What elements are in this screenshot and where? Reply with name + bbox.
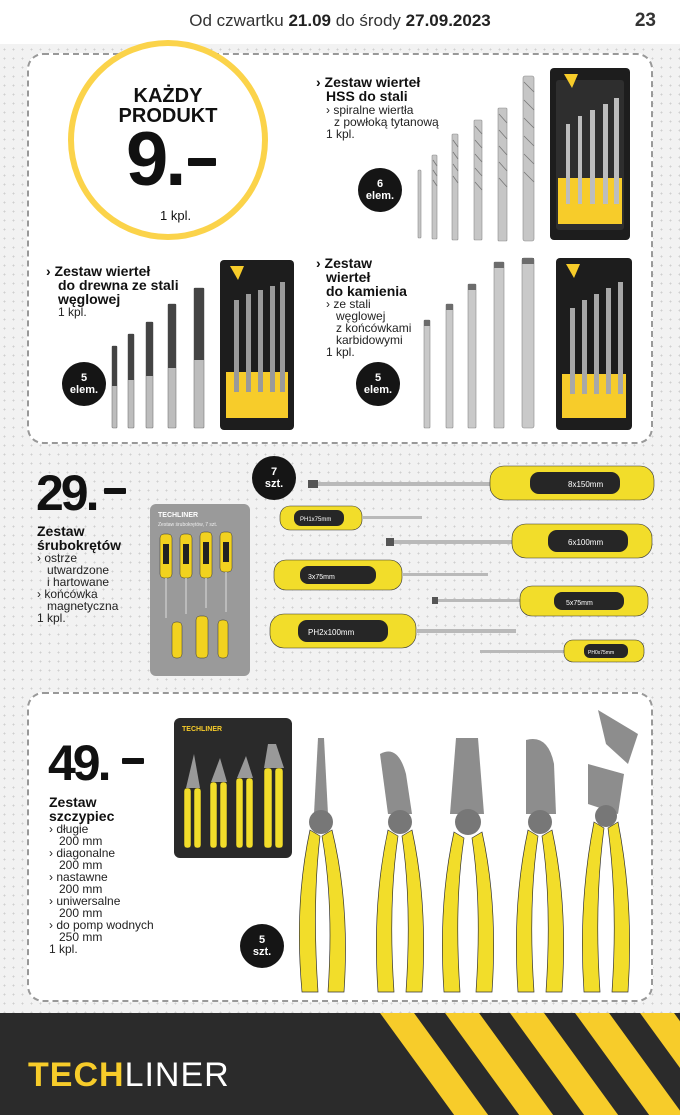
wood-drill-desc: 1 kpl. [58,305,87,319]
promo-line-1: KAŻDY [133,85,203,107]
screwdriver-price-dash [104,488,126,494]
screwdriver-label-3: 5x75mm [566,600,593,607]
pliers-image [288,704,648,998]
wood-drill-count-badge: 5 elem. [62,362,106,406]
screwdriver-label-7: PH0x75mm [588,650,615,656]
wood-drill-bits-image [108,282,216,430]
pliers-title: Zestaw szczypiec [49,794,115,824]
screwdriver-label-5: PH2x100mm [308,628,355,637]
pliers-package-image [174,718,292,858]
stone-drill-bits-image [418,254,540,430]
stone-drill-title: › Zestaw wierteł do kamienia [316,255,407,299]
pliers-price: 49. [48,735,109,791]
stone-drill-desc: › ze stali węglowej z końcówkami karbidowymi 1 kpl. [326,297,412,359]
promo-line-2: PRODUKT [118,105,218,127]
validity-dates: Od czwartku 21.09 do środy 27.09.2023 [189,11,491,30]
hss-drill-case-image [550,68,630,240]
promo-price-dash [188,158,216,166]
pliers-count-badge: 5 szt. [240,924,284,968]
screwdriver-title: Zestaw śrubokrętów [37,523,122,553]
pliers-package-tools-icon [180,738,286,852]
screwdriver-package-tools-icon [158,530,242,670]
page-number: 23 [634,10,656,31]
brand-logo: TECHLINER [28,1056,230,1094]
screwdriver-package-subtitle: Zestaw śrubokrętów, 7 szt. [158,522,218,528]
screwdriver-label-2: 6x100mm [568,538,604,547]
brand-footer [0,1013,680,1115]
stone-drill-case-image [556,258,632,430]
hss-drill-title: › Zestaw wierteł HSS do stali [316,74,421,104]
screwdriver-label-1: 8x150mm [568,480,604,489]
hss-drill-count-badge: 6 elem. [358,168,402,212]
screwdriver-label-4: PH1x75mm [300,517,332,523]
hss-drill-bits-image [410,70,540,245]
pliers-price-dash [122,758,144,764]
screwdriver-package-image [150,504,250,676]
screwdriver-label-6: 3x75mm [308,574,335,581]
promo-price: 9. [126,117,184,202]
pliers-desc: › długie 200 mm › diagonalne 200 mm › nastawne 200 mm › uniwersalne 200 mm › do pomp wodnych 250 mm 1 kpl. [49,822,154,956]
screwdriver-package-title: TECHLINER [158,512,199,519]
screwdriver-desc: › ostrze utwardzone i hartowane › końcówka magnetyczna 1 kpl. [37,551,119,625]
wood-drill-case-image [220,260,294,430]
screwdrivers-image [268,462,660,672]
promo-unit: 1 kpl. [160,208,192,223]
page-header [0,0,680,44]
pliers-package-title: TECHLINER [182,726,223,733]
screwdriver-price: 29. [36,465,97,521]
screwdriver-count-badge: 7 szt. [252,456,296,500]
wood-drill-title: › Zestaw wierteł do drewna ze stali węglowej [46,263,179,307]
hss-drill-desc: › spiralne wiertła z powłoką tytanową 1 kpl. [326,103,439,141]
stone-drill-count-badge: 5 elem. [356,362,400,406]
